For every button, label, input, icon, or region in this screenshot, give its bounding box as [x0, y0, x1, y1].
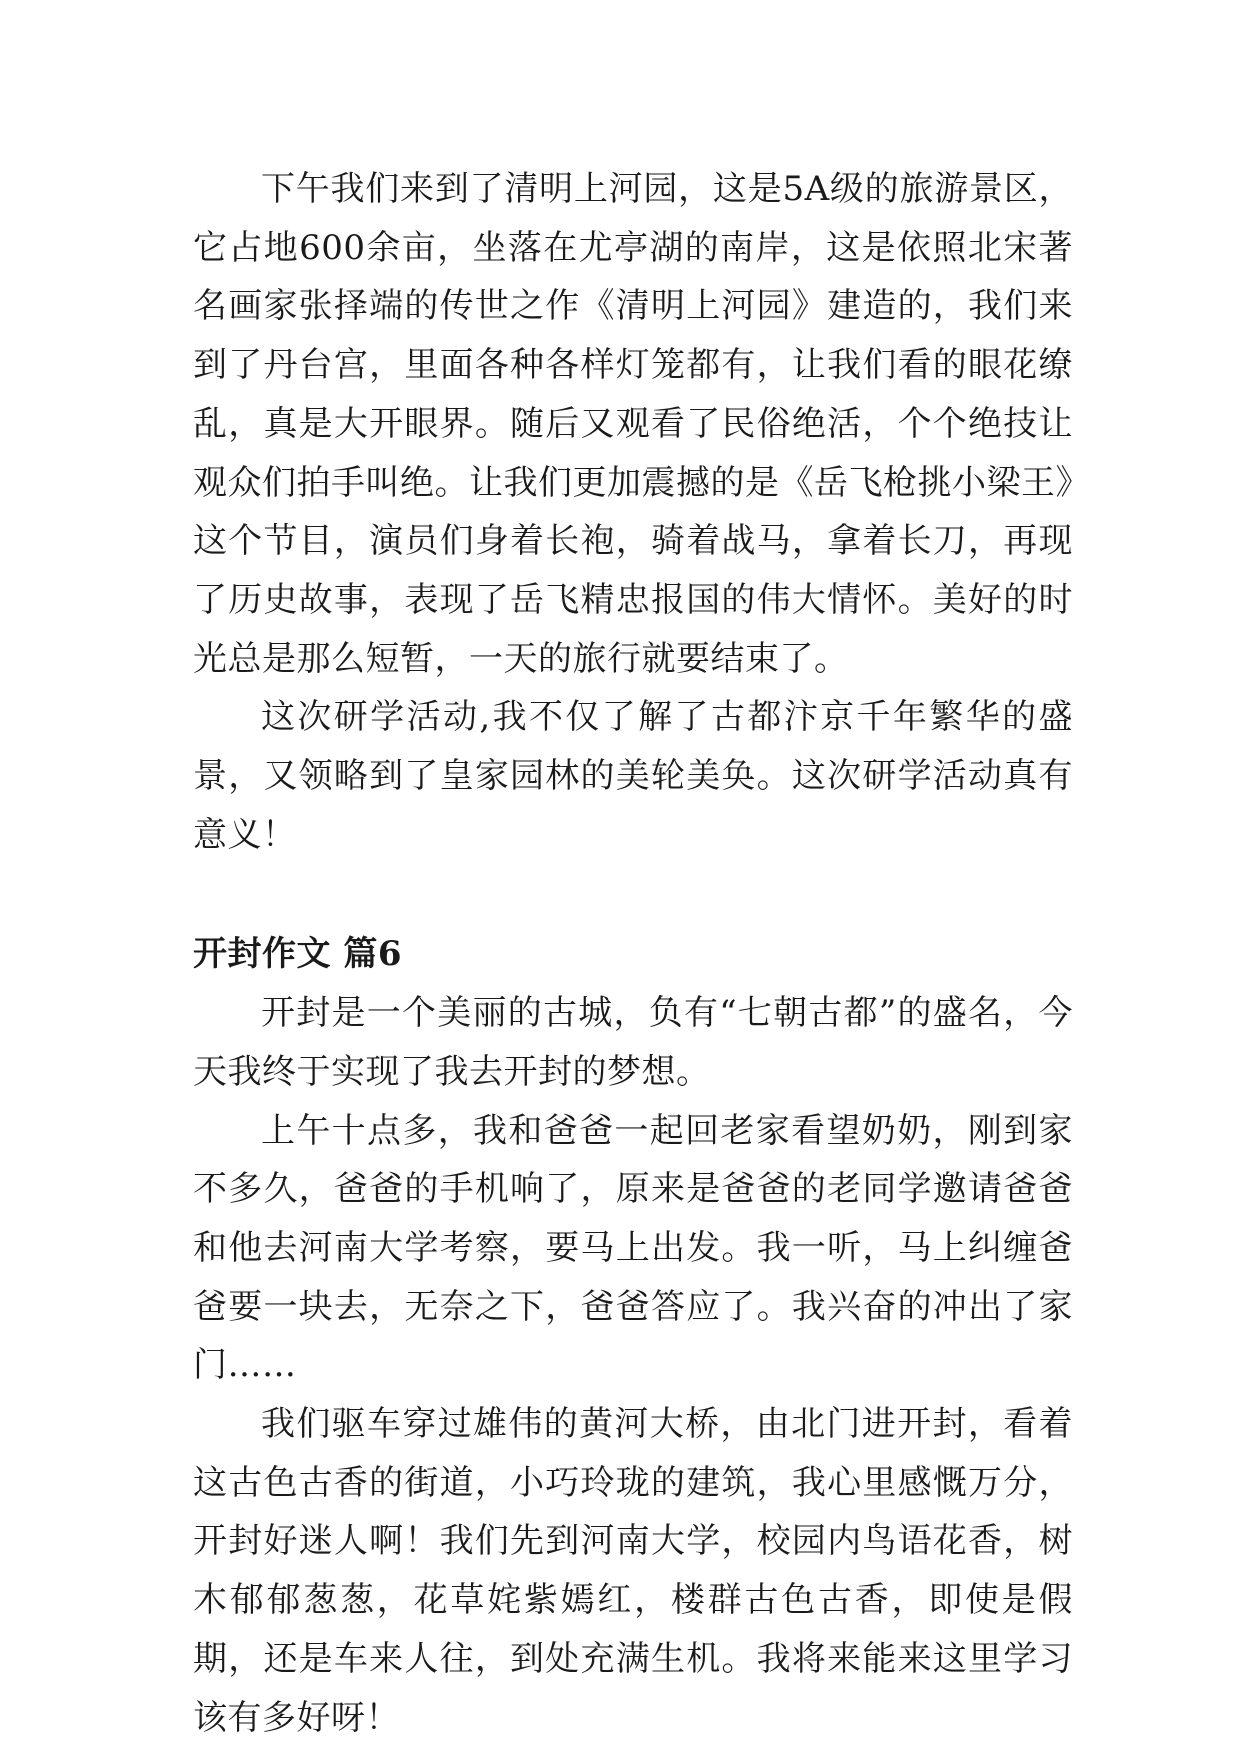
paragraph-study-conclusion: 这次研学活动,我不仅了解了古都汴京千年繁华的盛景，又领略到了皇家园林的美轮美奂。这次研学活动真有意义！ [193, 697, 1073, 855]
paragraph-tour-qingming: 下午我们来到了清明上河园，这是5A级的旅游景区，它占地600余亩，坐落在尤亭湖的南岸，这是依照北宋著名画家张择端的传世之作《清明上河园》建造的，我们来到了丹台宫，里面各种各样灯笼都有，让我们看的眼花缭乱，真是大开眼界。随后又观看了民俗绝活，个个绝技让观众们拍手叫绝。让我们更加震撼的是《岳飞枪挑小梁王》这个节目，演员们身着长袍，骑着战马，拿着长刀，再现了历史故事，表现了岳飞精忠报国的伟大情怀。美好的时光总是那么短暂，一天的旅行就要结束了。 [193, 169, 1073, 679]
paragraph-morning-trip: 上午十点多，我和爸爸一起回老家看望奶奶，刚到家不多久，爸爸的手机响了，原来是爸爸的老同学邀请爸爸和他去河南大学考察，要马上出发。我一听，马上纠缠爸爸要一块去，无奈之下，爸爸答应了。我兴奋的冲出了家门…… [193, 1110, 1073, 1386]
paragraph-kaifeng-intro: 开封是一个美丽的古城，负有“七朝古都”的盛名，今天我终于实现了我去开封的梦想。 [193, 993, 1073, 1092]
document-page [193, 160, 1073, 1747]
paragraph-henan-university: 我们驱车穿过雄伟的黄河大桥，由北门进开封，看着这古色古香的街道，小巧玲珑的建筑，我心里感慨万分，开封好迷人啊！我们先到河南大学，校园内鸟语花香，树木郁郁葱葱，花草姹紫嫣红，楼群古色古香，即使是假期，还是车来人往，到处充满生机。我将来能来这里学习该有多好呀！ [193, 1404, 1073, 1738]
section-heading: 开封作文 篇6 [193, 934, 402, 975]
